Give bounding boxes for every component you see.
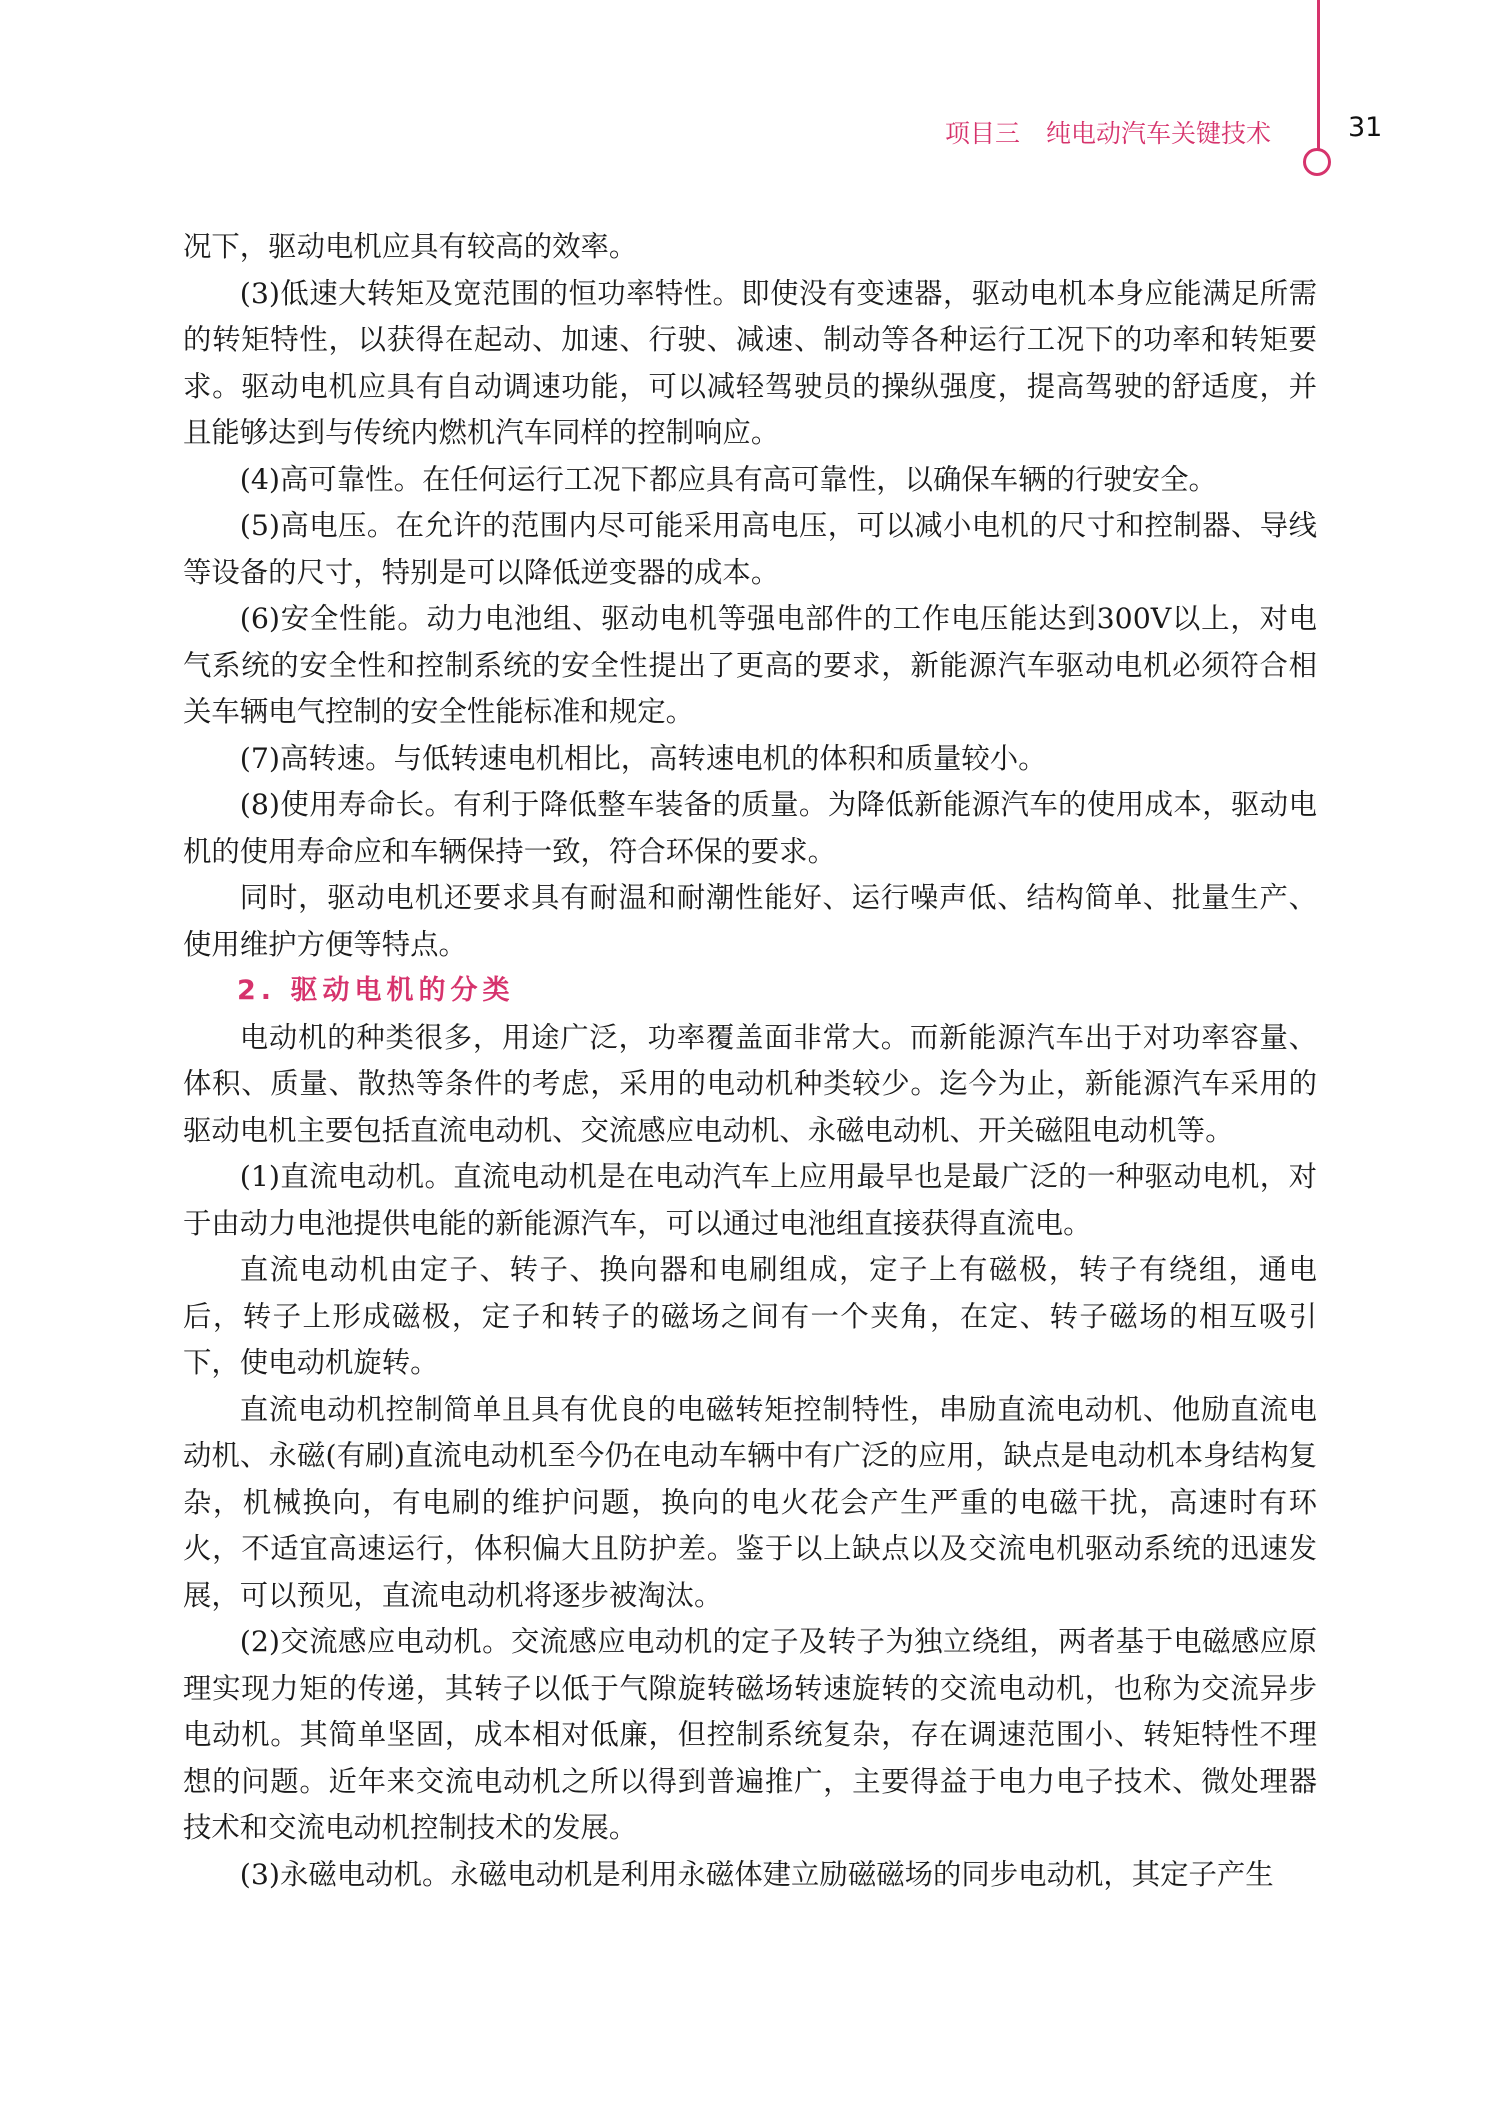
paragraph-permanent-magnet-motor: (3)永磁电动机。永磁电动机是利用永磁体建立励磁磁场的同步电动机，其定子产生: [239, 1857, 1274, 1891]
running-header: [945, 114, 1271, 150]
header-ring-ornament: [1303, 148, 1331, 176]
paragraph-requirement-7: (7)高转速。与低转速电机相比，高转速电机的体积和质量较小。: [239, 741, 1047, 775]
header-vertical-rule: [1317, 0, 1320, 152]
page-number: 31: [1348, 112, 1383, 143]
body-text: [183, 224, 1317, 1898]
paragraph-requirement-6: (6)安全性能。动力电池组、驱动电机等强电部件的工作电压能达到300V以上，对电气系统的安全性和控制系统的安全性提出了更高的要求，新能源汽车驱动电机必须符合相关车辆电气控制的安全性能标准和规定。: [183, 602, 1317, 728]
paragraph-ac-induction-motor: (2)交流感应电动机。交流感应电动机的定子及转子为独立绕组，两者基于电磁感应原理实现力矩的传递，其转子以低于气隙旋转磁场转速旋转的交流电动机，也称为交流异步电动机。其简单坚固，成本相对低廉，但控制系统复杂，存在调速范围小、转矩特性不理想的问题。近年来交流电动机之所以得到普遍推广，主要得益于电力电子技术、微处理器技术和交流电动机控制技术的发展。: [183, 1625, 1317, 1844]
header-chapter: 纯电动汽车关键技术: [1045, 119, 1271, 148]
paragraph-continuation: 况下，驱动电机应具有较高的效率。: [183, 230, 638, 263]
paragraph-dc-motor: (1)直流电动机。直流电动机是在电动汽车上应用最早也是最广泛的一种驱动电机，对于由动力电池提供电能的新能源汽车，可以通过电池组直接获得直流电。: [183, 1160, 1317, 1240]
paragraph-dc-motor-structure: 直流电动机由定子、转子、换向器和电刷组成，定子上有磁极，转子有绕组，通电后，转子上形成磁极，定子和转子的磁场之间有一个夹角，在定、转子磁场的相互吸引下，使电动机旋转。: [183, 1253, 1317, 1379]
paragraph-dc-motor-pros-cons: 直流电动机控制简单且具有优良的电磁转矩控制特性，串励直流电动机、他励直流电动机、永磁(有刷)直流电动机至今仍在电动车辆中有广泛的应用，缺点是电动机本身结构复杂，机械换向，有电刷的维护问题，换向的电火花会产生严重的电磁干扰，高速时有环火，不适宜高速运行，体积偏大且防护差。鉴于以上缺点以及交流电机驱动系统的迅速发展，可以预见，直流电动机将逐步被淘汰。: [183, 1392, 1317, 1612]
paragraph-requirement-4: (4)高可靠性。在任何运行工况下都应具有高可靠性，以确保车辆的行驶安全。: [239, 462, 1217, 496]
paragraph-requirement-5: (5)高电压。在允许的范围内尽可能采用高电压，可以减小电机的尺寸和控制器、导线等设备的尺寸，特别是可以降低逆变器的成本。: [183, 509, 1317, 589]
paragraph-requirement-8: (8)使用寿命长。有利于降低整车装备的质量。为降低新能源汽车的使用成本，驱动电机的使用寿命应和车辆保持一致，符合环保的要求。: [183, 788, 1317, 868]
section-heading: 2. 驱动电机的分类: [237, 975, 515, 1006]
paragraph-classification-intro: 电动机的种类很多，用途广泛，功率覆盖面非常大。而新能源汽车出于对功率容量、体积、质量、散热等条件的考虑，采用的电动机种类较少。迄今为止，新能源汽车采用的驱动电机主要包括直流电动机、交流感应电动机、永磁电动机、开关磁阻电动机等。: [183, 1020, 1317, 1147]
paragraph-summary: 同时，驱动电机还要求具有耐温和耐潮性能好、运行噪声低、结构简单、批量生产、使用维护方便等特点。: [183, 881, 1317, 961]
paragraph-requirement-3: (3)低速大转矩及宽范围的恒功率特性。即使没有变速器，驱动电机本身应能满足所需的转矩特性，以获得在起动、加速、行驶、减速、制动等各种运行工况下的功率和转矩要求。驱动电机应具有自动调速功能，可以减轻驾驶员的操纵强度，提高驾驶的舒适度，并且能够达到与传统内燃机汽车同样的控制响应。: [183, 276, 1317, 449]
header-project: 项目三: [944, 119, 1020, 148]
